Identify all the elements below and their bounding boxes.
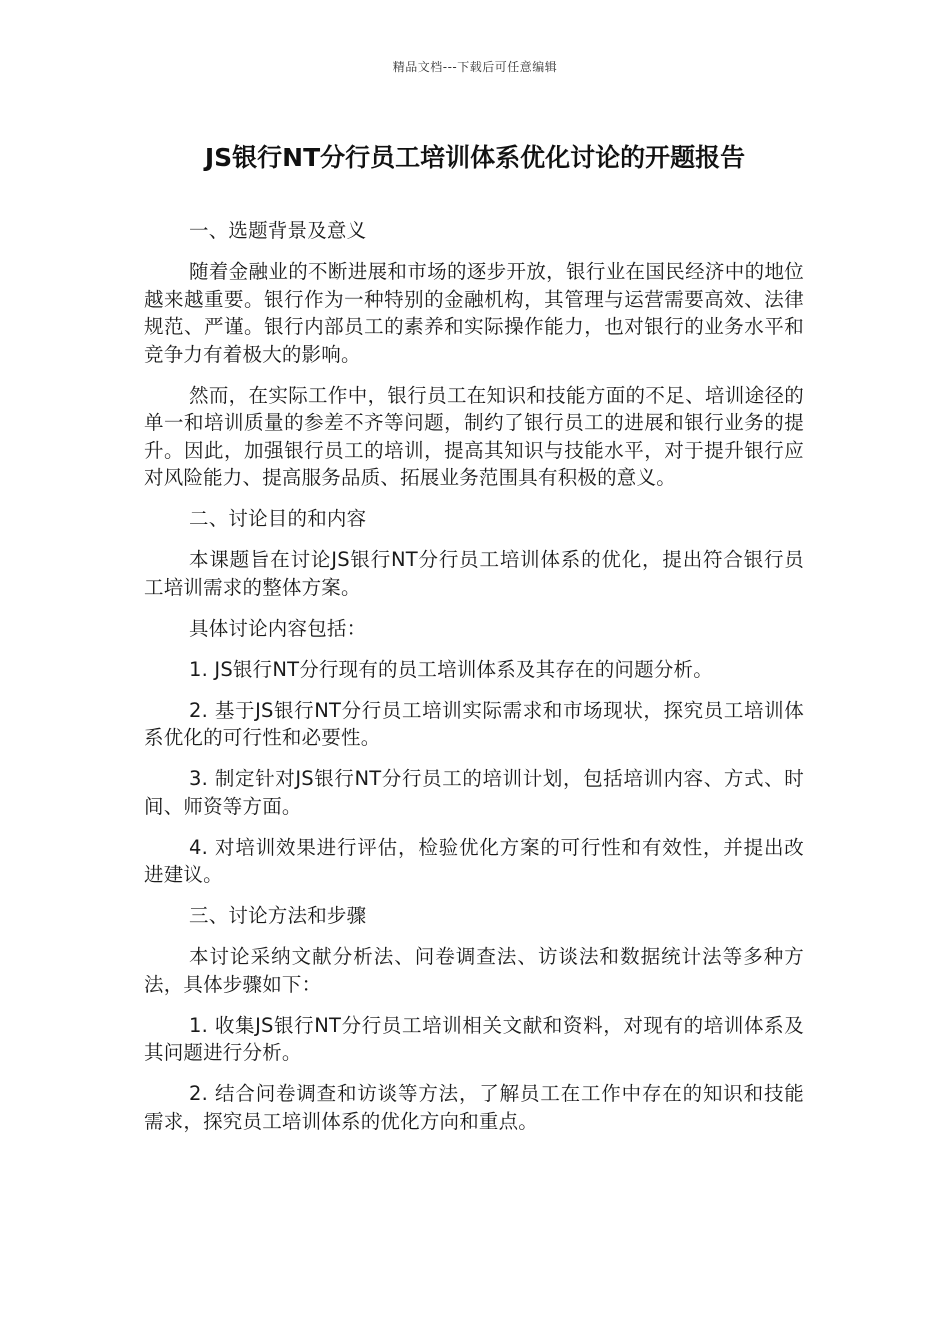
section-heading-background: 一、选题背景及意义 [189, 219, 367, 242]
list-item: 1. JS银行NT分行现有的员工培训体系及其存在的问题分析。 [189, 657, 713, 681]
list-item: 3. 制定针对JS银行NT分行员工的培训计划，包括培训内容、方式、时间、师资等方面。 [144, 767, 804, 818]
paragraph: 本讨论采纳文献分析法、问卷调查法、访谈法和数据统计法等多种方法，具体步骤如下： [144, 945, 804, 996]
paragraph: 具体讨论内容包括： [189, 616, 367, 640]
paragraph: 随着金融业的不断进展和市场的逐步开放，银行业在国民经济中的地位越来越重要。银行作为一种特别的金融机构，其管理与运营需要高效、法律规范、严谨。银行内部员工的素养和实际操作能力，也对银行的业务水平和竞争力有着极大的影响。 [144, 260, 804, 366]
document-body [144, 217, 804, 1149]
list-item: 4. 对培训效果进行评估，检验优化方案的可行性和有效性，并提出改进建议。 [144, 835, 804, 886]
section-heading-methods: 三、讨论方法和步骤 [189, 904, 367, 927]
list-item: 1. 收集JS银行NT分行员工培训相关文献和资料，对现有的培训体系及其问题进行分析。 [144, 1013, 804, 1064]
paragraph: 然而，在实际工作中，银行员工在知识和技能方面的不足、培训途径的单一和培训质量的参差不齐等问题，制约了银行员工的进展和银行业务的提升。因此，加强银行员工的培训，提高其知识与技能水平，对于提升银行应对风险能力、提高服务品质、拓展业务范围具有积极的意义。 [144, 383, 804, 489]
header-note: 精品文档---下载后可任意编辑 [392, 60, 558, 74]
document-title: JS银行NT分行员工培训体系优化讨论的开题报告 [204, 143, 746, 172]
list-item: 2. 基于JS银行NT分行员工培训实际需求和市场现状，探究员工培训体系优化的可行性和必要性。 [144, 698, 804, 749]
section-heading-purpose: 二、讨论目的和内容 [189, 507, 367, 530]
list-item: 2. 结合问卷调查和访谈等方法，了解员工在工作中存在的知识和技能需求，探究员工培训体系的优化方向和重点。 [144, 1082, 804, 1133]
paragraph: 本课题旨在讨论JS银行NT分行员工培训体系的优化，提出符合银行员工培训需求的整体方案。 [144, 548, 804, 599]
